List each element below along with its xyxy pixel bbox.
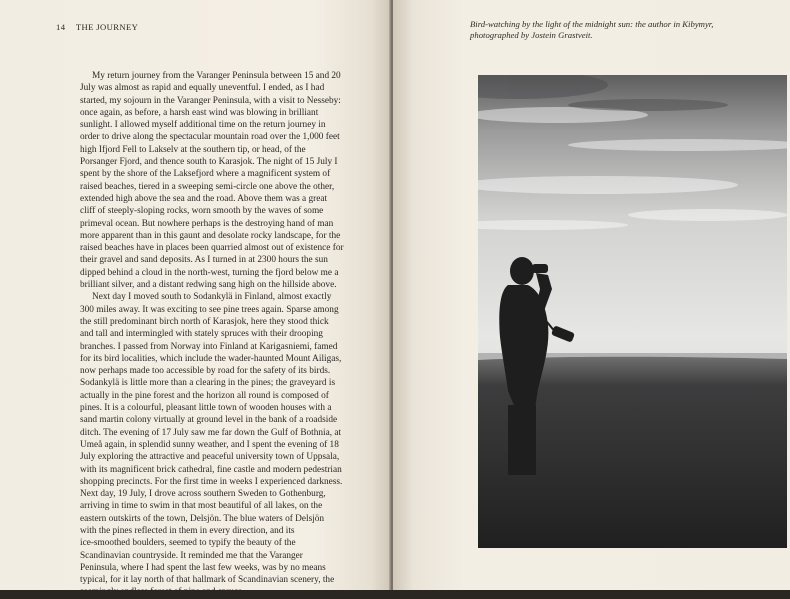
text-line: once again, as before, a harsh east wind was blowing in brilliant [80,107,319,118]
text-line: typical, for it lay north of that hallmark of Scandinavian scenery, the [80,575,335,586]
running-head [56,22,138,32]
text-line: primeval ocean. But nowhere perhaps is the destroying hand of man [80,218,334,229]
text-line: branches. I passed from Norway into Finland at Karigasniemi, famed [80,341,338,352]
body-text [80,70,370,599]
text-line: Next day I moved south to Sodankylä in Finland, almost exactly [92,292,332,303]
page-number: 14 [56,22,66,32]
text-line: high Ifjord Fell to Lakselv at the southern tip, or head, of the [80,144,306,155]
running-head-title: THE JOURNEY [75,22,139,32]
text-line: dipped behind a cloud in the north-west, turning the fjord below me a [80,267,339,278]
text-line: July exploring the attractive and peaceful university town of Uppsala, [80,452,340,463]
text-line: raised beaches, tiered in a sweeping semi-circle one above the other, [80,181,335,192]
left-page [0,0,391,598]
text-line: pines. It is a colourful, pleasant little town of wooden houses with a [80,403,332,414]
text-line: Next day, 19 July, I drove across southern Sweden to Gothenburg, [80,489,326,500]
text-line: spent by the shore of the Laksefjord where a magnificent system of [80,169,331,180]
photo-caption [470,19,770,41]
text-line: eastern outskirts of the town, Delsjön. The blue waters of Delsjön [80,513,325,524]
text-line: and tall and intermingled with stately spruces with their drooping [80,329,323,340]
text-line: Scandinavian countryside. It reminded me that the Varanger [80,550,303,561]
text-line: started, my sojourn in the Varanger Peninsula, with a visit to Nesseby: [80,95,341,106]
text-line: for its bird localities, which include the wader-haunted Mount Ailigas, [80,353,342,364]
text-line: now perhaps made too accessible by road for the safety of its birds. [80,366,331,377]
text-line: more apparent than in this gaunt and desolate rocky landscape, for the [80,230,341,241]
text-line: 300 miles away. It was exciting to see pine trees again. Sparse among [80,304,339,315]
text-line: ice-smoothed boulders, seemed to typify the beauty of the [80,538,296,549]
text-line: Peninsula, where I had spent the last few weeks, was by no means [80,562,326,573]
photograph [478,75,787,548]
text-line: raised beaches have in places been quarried almost out of existence for [80,243,344,254]
text-line: shopping precincts. For the first time in weeks I experienced darkness. [80,476,343,487]
text-line: Sodankylä is little more than a clearing in the pines; the graveyard is [80,378,336,389]
text-line: July was almost as rapid and equally uneventful. I ended, as I had [80,83,325,94]
caption-line: photographed by Jostein Grastveit. [470,30,593,40]
text-line: with its magnificent brick cathedral, fine castle and modern pedestrian [80,464,342,475]
text-line: sunlight. I allowed myself additional time on the return journey in [80,120,326,131]
text-line: arriving in time to swim in that most beautiful of all lakes, on the [80,501,323,512]
text-line: sand martin colony virtually at ground level in the bank of a roadside [80,415,338,426]
text-line: brilliant silver, and a distant redwing sang high on the hillside above. [80,280,337,291]
text-line: the still predominant birch north of Karasjok, here they stood thick [80,316,329,327]
text-line: cliff of steeply-sloping rocks, worn smooth by the waves of some [80,206,324,217]
text-line: seemingly endless forest of pine and spruce. [80,587,245,598]
text-line: Umeå again, in splendid sunny weather, and I spent the evening of 18 [80,439,339,450]
text-line: order to drive along the spectacular mountain road over the 1,000 feet [80,132,340,143]
photo-image [478,75,787,548]
text-line: actually in the pine forest and the horizon all round is composed of [80,390,329,401]
text-line: Porsanger Fjord, and thence south to Karasjok. The night of 15 July I [80,157,338,168]
text-line: extended high above the sea and the road. Above them was a great [80,193,328,204]
caption-line: Bird-watching by the light of the midnight sun: the author in Kibymyr, [470,19,714,29]
text-line: My return journey from the Varanger Peninsula between 15 and 20 [92,71,341,81]
text-line: ditch. The evening of 17 July saw me far down the Gulf of Bothnia, at [80,427,342,438]
text-line: their gravel and sand deposits. As I turned in at 2300 hours the sun [80,255,328,266]
text-line: with the pines reflected in them in every direction, and its [80,525,295,536]
